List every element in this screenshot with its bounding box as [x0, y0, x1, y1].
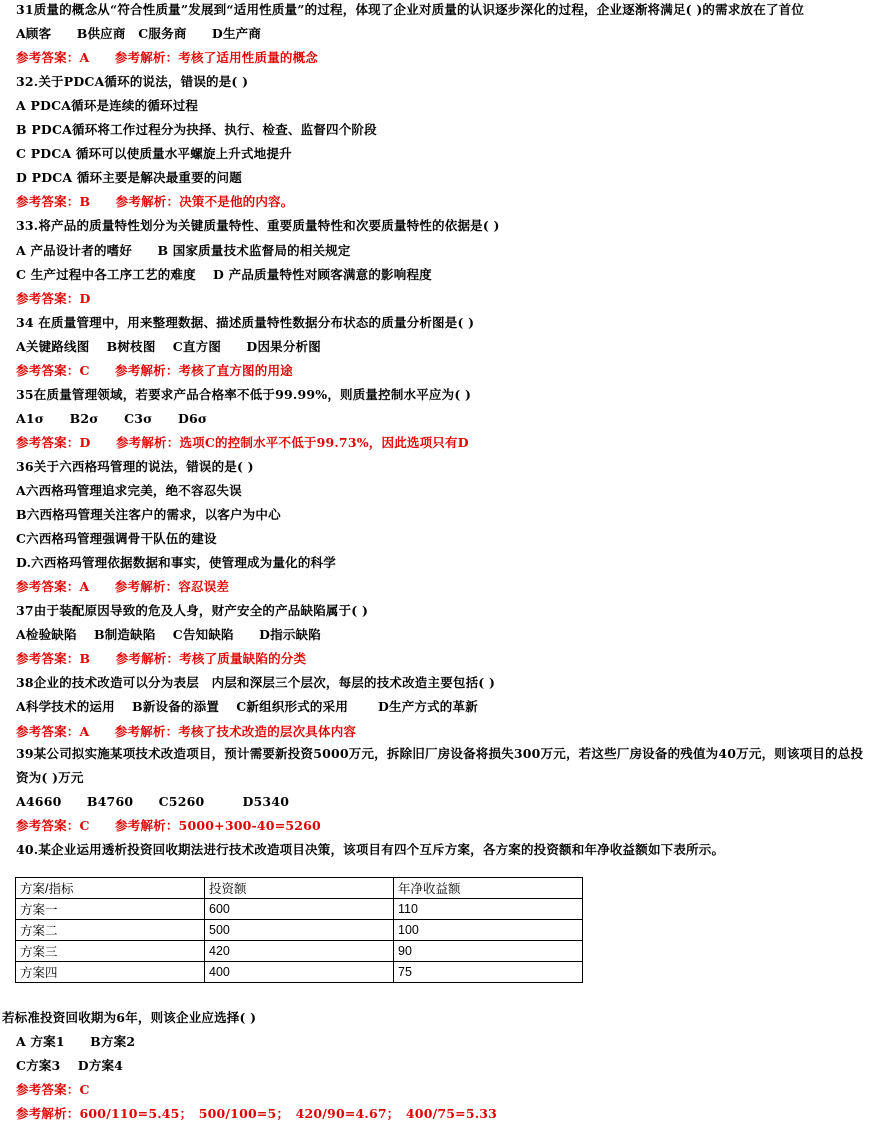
- table-header-cell: 投资额: [205, 878, 394, 899]
- question-line: 36关于六西格玛管理的说法，错误的是( ): [16, 458, 254, 474]
- question-line: C 生产过程中各工序工艺的难度 D 产品质量特性对顾客满意的影响程度: [16, 266, 432, 282]
- table-cell: 400: [205, 962, 394, 983]
- table-cell: 方案一: [16, 899, 205, 920]
- question-line: A顾客 B供应商 C服务商 D生产商: [16, 26, 262, 42]
- investment-table: [15, 877, 583, 983]
- answer-line: 参考答案：B 参考解析：考核了质量缺陷的分类: [16, 651, 307, 667]
- answer-line: 参考答案：A 参考解析：考核了技术改造的层次具体内容: [16, 723, 357, 739]
- question-line: C PDCA 循环可以使质量水平螺旋上升式地提升: [16, 146, 292, 162]
- answer-line: 参考答案：D 参考解析：选项C的控制水平不低于99.73%，因此选项只有D: [16, 434, 469, 450]
- question-line: A六西格玛管理追求完美，绝不容忍失误: [16, 483, 242, 498]
- question-line: C六西格玛管理强调骨干队伍的建设: [16, 531, 217, 547]
- table-row: [16, 941, 583, 962]
- question-line: 39某公司拟实施某项技术改造项目，预计需要新投资5000万元，拆除旧厂房设备将损失300万元，若这些厂房设备的残值为40万元，则该项目的总投: [16, 746, 864, 761]
- table-cell: 90: [394, 941, 583, 962]
- table-row: [16, 899, 583, 920]
- question-line: 31质量的概念从“符合性质量”发展到“适用性质量”的过程，体现了企业对质量的认识逐步深化的过程，企业逐渐将满足( )的需求放在了首位: [16, 2, 805, 17]
- question-line: 32.关于PDCA循环的说法，错误的是( ): [16, 74, 249, 90]
- table-cell: 420: [205, 941, 394, 962]
- question-line: A科学技术的运用 B新设备的添置 C新组织形式的采用 D生产方式的革新: [16, 699, 478, 715]
- question-line: 若标准投资回收期为6年，则该企业应选择( ): [2, 1010, 257, 1025]
- question-line: 40.某企业运用透析投资回收期法进行技术改造项目决策，该项目有四个互斥方案，各方案的投资额和年净收益额如下表所示。: [16, 842, 725, 857]
- question-line: A1σ B2σ C3σ D6σ: [16, 410, 208, 426]
- question-line: 37由于装配原因导致的危及人身，财产安全的产品缺陷属于( ): [16, 603, 369, 619]
- question-line: B六西格玛管理关注客户的需求，以客户为中心: [16, 507, 281, 523]
- answer-line: 参考答案：B 参考解析：决策不是他的内容。: [16, 194, 294, 210]
- table-cell: 110: [394, 899, 583, 920]
- table-row: [16, 920, 583, 941]
- question-line: A PDCA循环是连续的循环过程: [16, 98, 199, 114]
- table-cell: 75: [394, 962, 583, 983]
- table-header-row: [16, 878, 583, 899]
- table-cell: 100: [394, 920, 583, 941]
- table-cell: 600: [205, 899, 394, 920]
- question-line: A检验缺陷 B制造缺陷 C告知缺陷 D指示缺陷: [16, 627, 321, 643]
- question-line: A关键路线图 B树枝图 C直方图 D因果分析图: [16, 338, 321, 354]
- question-line: A 方案1 B方案2: [16, 1034, 136, 1049]
- answer-line: 参考答案：A 参考解析：容忍误差: [16, 579, 230, 595]
- question-line: 资为( )万元: [16, 770, 84, 785]
- question-line: D PDCA 循环主要是解决最重要的问题: [16, 170, 242, 186]
- question-line: 35在质量管理领域，若要求产品合格率不低于99.99%，则质量控制水平应为( ): [16, 386, 472, 402]
- table-cell: 方案二: [16, 920, 205, 941]
- answer-line: 参考答案：D: [16, 290, 91, 306]
- question-line: B PDCA循环将工作过程分为抉择、执行、检查、监督四个阶段: [16, 122, 377, 138]
- table-header-cell: 方案/指标: [16, 878, 205, 899]
- question-line: A 产品设计者的嗜好 B 国家质量技术监督局的相关规定: [16, 242, 351, 258]
- question-line: 38企业的技术改造可以分为表层 内层和深层三个层次，每层的技术改造主要包括( ): [16, 675, 496, 691]
- answer-line: 参考解析：600/110=5.45； 500/100=5； 420/90=4.67； 400/75=5.33: [16, 1106, 498, 1121]
- answer-line: 参考答案：C 参考解析：考核了直方图的用途: [16, 362, 293, 378]
- question-line: A4660 B4760 C5260 D5340: [16, 794, 290, 809]
- question-line: 34 在质量管理中，用来整理数据、描述质量特性数据分布状态的质量分析图是( ): [16, 314, 475, 330]
- answer-line: 参考答案：C 参考解析：5000+300-40=5260: [16, 818, 321, 833]
- answer-line: 参考答案：C: [16, 1082, 90, 1097]
- question-line: D.六西格玛管理依据数据和事实，使管理成为量化的科学: [16, 555, 336, 571]
- table-cell: 方案四: [16, 962, 205, 983]
- question-line: C方案3 D方案4: [16, 1058, 124, 1073]
- question-line: 33.将产品的质量特性划分为关键质量特性、重要质量特性和次要质量特性的依据是( ): [16, 218, 500, 234]
- table-row: [16, 962, 583, 983]
- answer-line: 参考答案：A 参考解析：考核了适用性质量的概念: [16, 50, 318, 66]
- table-cell: 方案三: [16, 941, 205, 962]
- table-cell: 500: [205, 920, 394, 941]
- table-header-cell: 年净收益额: [394, 878, 583, 899]
